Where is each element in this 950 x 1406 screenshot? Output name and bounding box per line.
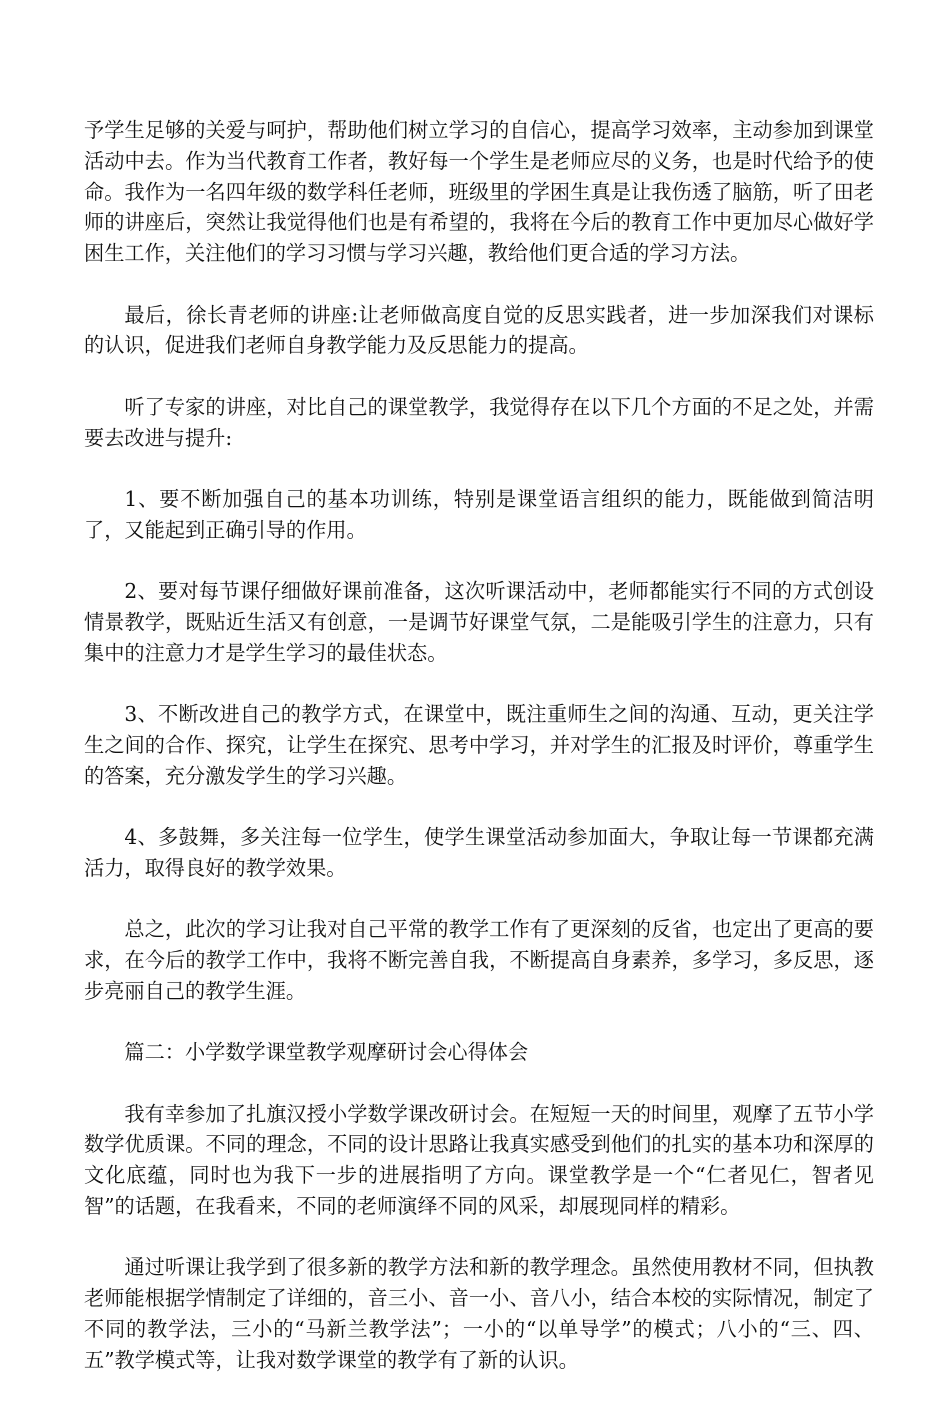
- section-heading: 篇二：小学数学课堂教学观摩研讨会心得体会: [124, 1040, 529, 1065]
- paragraph-point-2: 2、要对每节课仔细做好课前准备，这次听课活动中，老师都能实行不同的方式创设情景教学，既贴近生活又有创意，一是调节好课堂气氛，二是能吸引学生的注意力，只有集中的注意力才是学生学习的最佳状态。: [84, 579, 874, 665]
- paragraph-summary: 总之，此次的学习让我对自己平常的教学工作有了更深刻的反省，也定出了更高的要求，在今后的教学工作中，我将不断完善自我，不断提高自身素养，多学习，多反思，逐步亮丽自己的教学生涯。: [84, 917, 874, 1003]
- paragraph-methods: 通过听课让我学到了很多新的教学方法和新的教学理念。虽然使用教材不同，但执教老师能根据学情制定了详细的，音三小、音一小、音八小，结合本校的实际情况，制定了不同的教学法，三小的“马新兰教学法”；一小的“以单导学”的模式；八小的“三、四、五”教学模式等，让我对数学课堂的教学有了新的认识。: [84, 1255, 874, 1372]
- paragraph-point-1: 1、要不断加强自己的基本功训练，特别是课堂语言组织的能力，既能做到简洁明了，又能起到正确引导的作用。: [84, 486, 874, 542]
- paragraph-seminar: 我有幸参加了扎旗汉授小学数学课改研讨会。在短短一天的时间里，观摩了五节小学数学优质课。不同的理念，不同的设计思路让我真实感受到他们的扎实的基本功和深厚的文化底蕴，同时也为我下一步的进展指明了方向。课堂教学是一个“仁者见仁，智者见智”的话题，在我看来，不同的老师演绎不同的风采，却展现同样的精彩。: [84, 1101, 874, 1219]
- document-body: [84, 115, 874, 1406]
- paragraph-point-4: 4、多鼓舞，多关注每一位学生，使学生课堂活动参加面大，争取让每一节课都充满活力，取得良好的教学效果。: [84, 825, 874, 880]
- paragraph-reflection-intro: 听了专家的讲座，对比自己的课堂教学，我觉得存在以下几个方面的不足之处，并需要去改进与提升:: [84, 394, 874, 450]
- paragraph-continued: 予学生足够的关爱与呵护，帮助他们树立学习的自信心，提高学习效率，主动参加到课堂活动中去。作为当代教育工作者，教好每一个学生是老师应尽的义务，也是时代给予的使命。我作为一名四年级的数学科任老师，班级里的学困生真是让我伤透了脑筋，听了田老师的讲座后，突然让我觉得他们也是有希望的，我将在今后的教育工作中更加尽心做好学困生工作，关注他们的学习习惯与学习兴趣，教给他们更合适的学习方法。: [84, 118, 874, 266]
- paragraph-point-3: 3、不断改进自己的教学方式，在课堂中，既注重师生之间的沟通、互动，更关注学生之间的合作、探究，让学生在探究、思考中学习，并对学生的汇报及时评价，尊重学生的答案，充分激发学生的学习兴趣。: [84, 702, 874, 788]
- paragraph-xu-lecture: 最后，徐长青老师的讲座:让老师做高度自觉的反思实践者，进一步加深我们对课标的认识，促进我们老师自身教学能力及反思能力的提高。: [84, 302, 874, 358]
